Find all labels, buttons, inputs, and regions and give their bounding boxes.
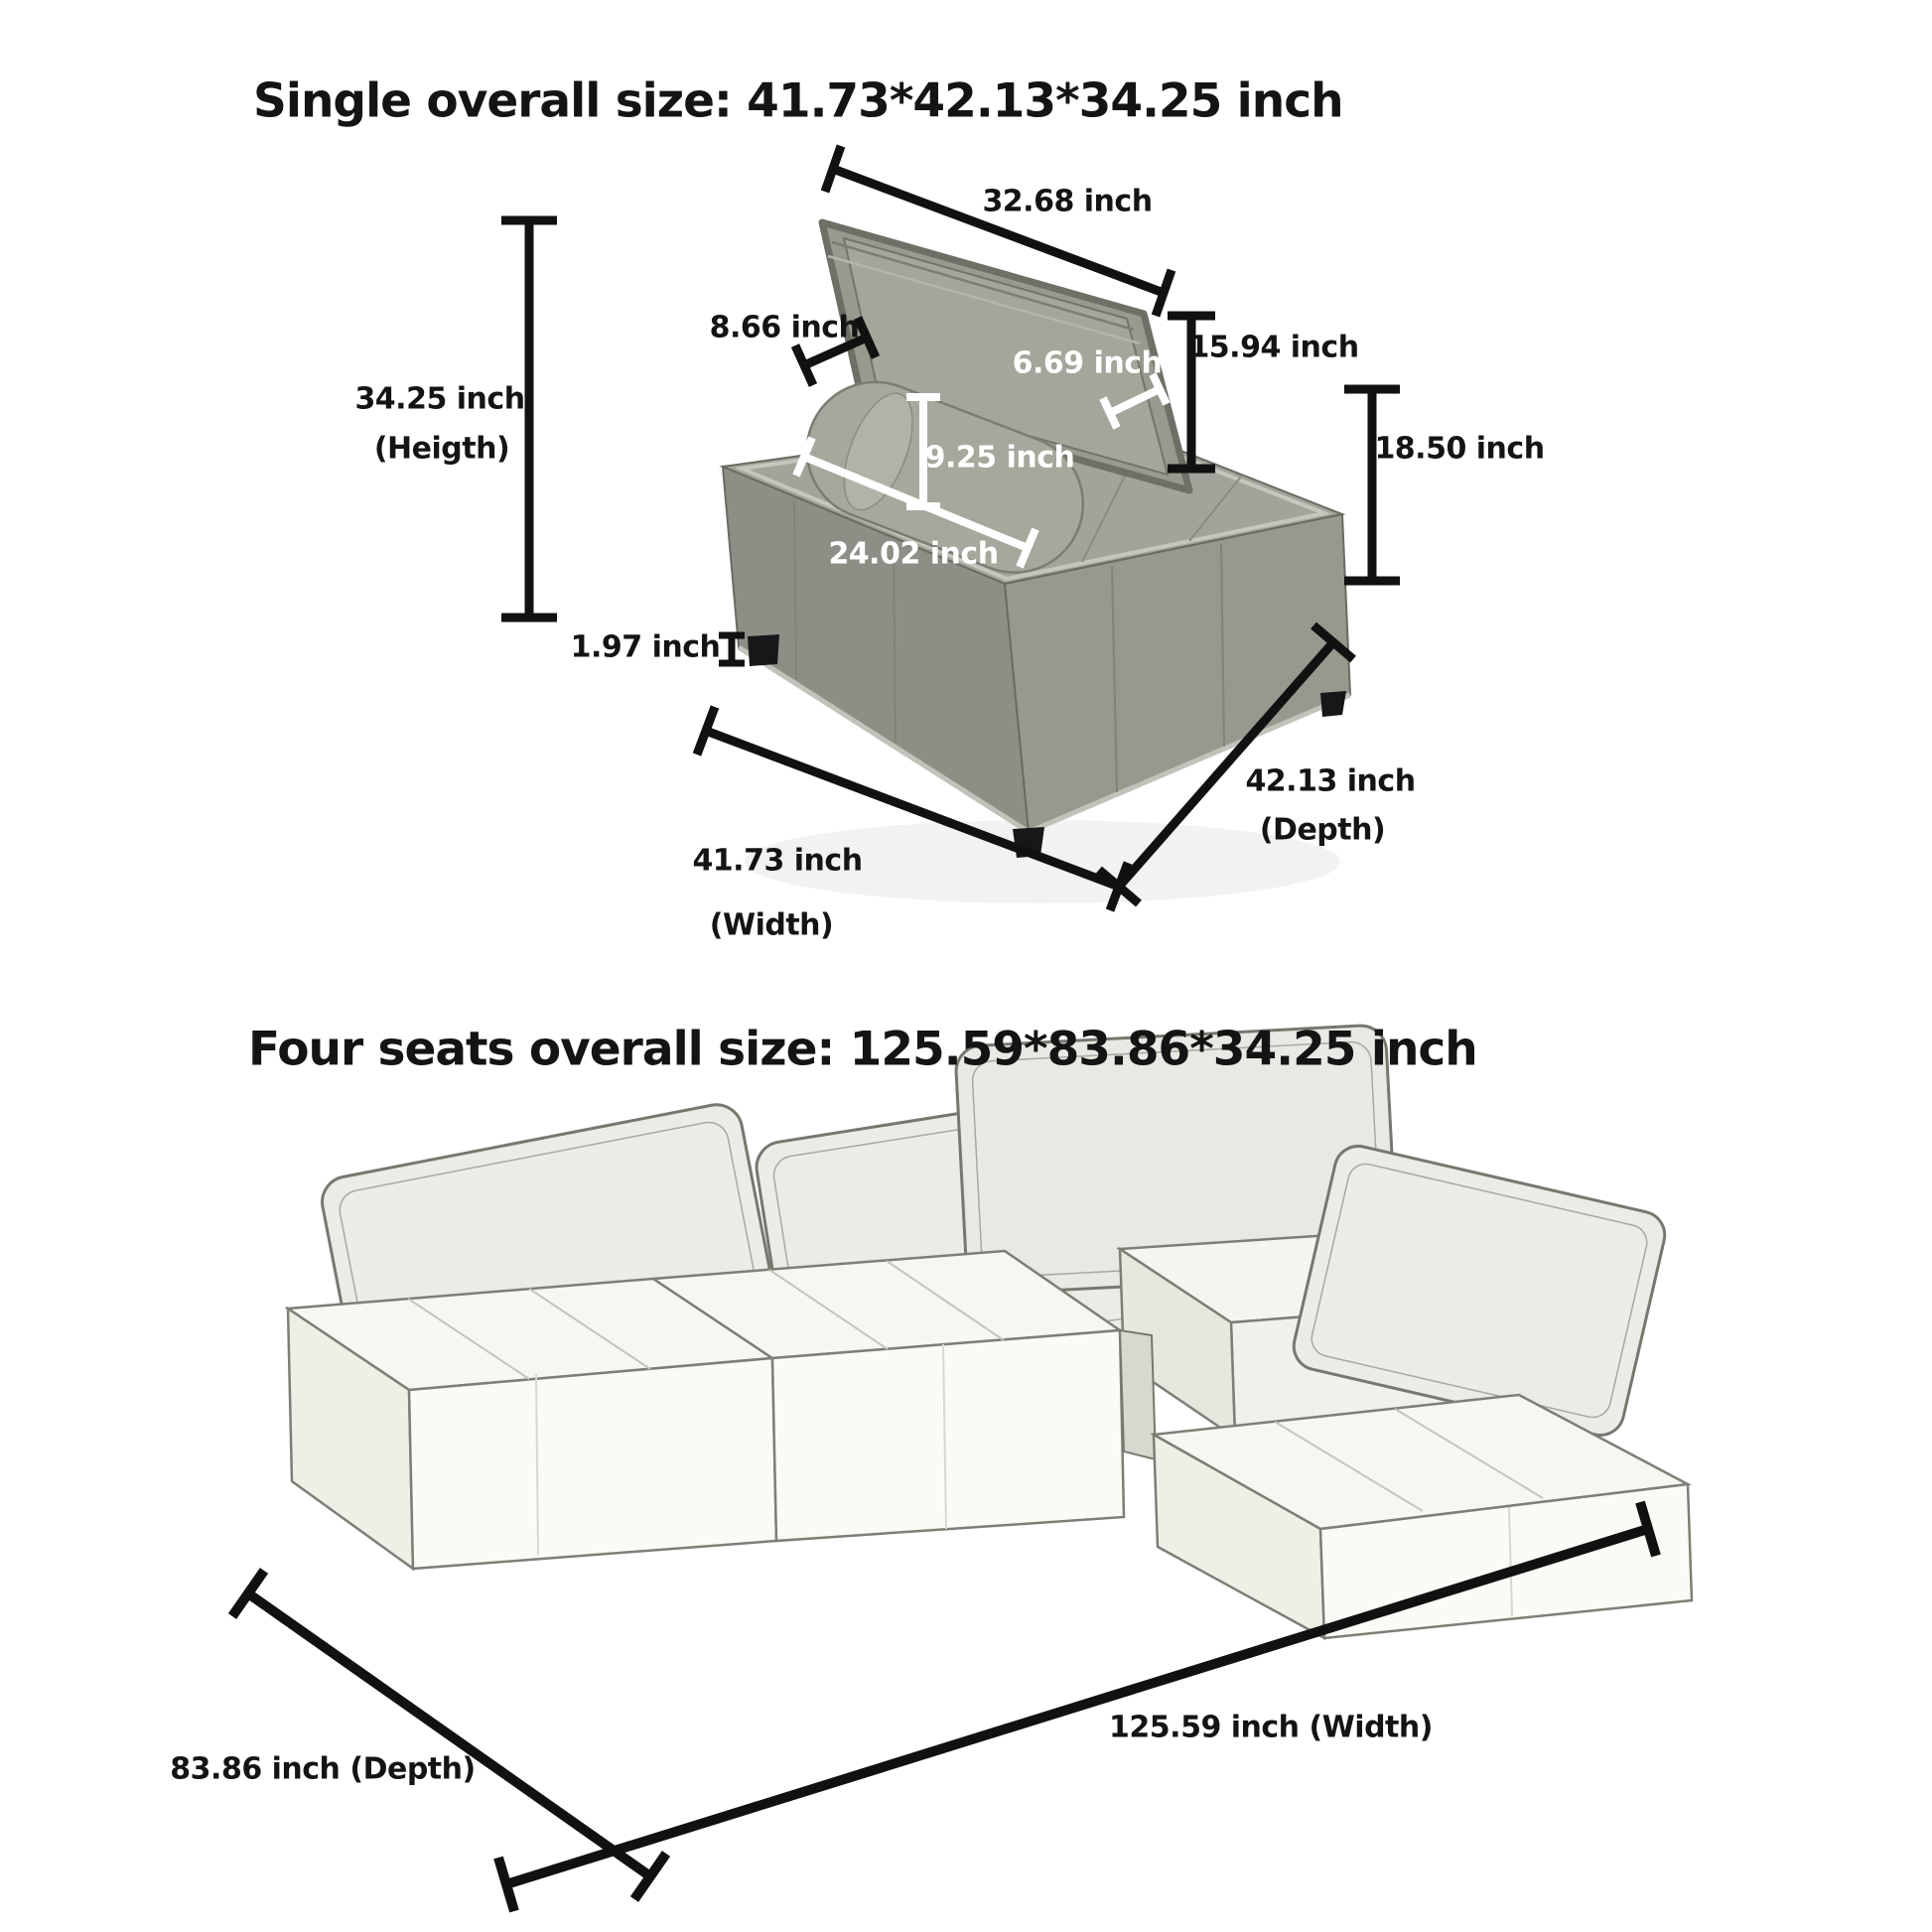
left-module [288, 1279, 776, 1569]
dim-label-overall-depth-note: (Depth) [1259, 812, 1386, 848]
dim-label-pillow-thickness: 6.69 inch [1012, 345, 1163, 381]
dim-label-four-width: 125.59 inch (Width) [1109, 1710, 1433, 1745]
dim-label-overall-depth: 42.13 inch [1245, 763, 1416, 799]
dim-label-overall-width: 41.73 inch [692, 843, 863, 879]
right-leg [1320, 691, 1346, 717]
four-seat-size-title: Four seats overall size: 125.59*83.86*34.25 inch [248, 1022, 1477, 1077]
dim-label-overall-width-note: (Width) [709, 907, 834, 943]
dim-line-seat-height [1344, 389, 1400, 581]
dim-label-back-height: 15.94 inch [1188, 330, 1359, 365]
single-size-title: Single overall size: 41.73*42.13*34.25 inch [253, 73, 1343, 129]
module-gap [1120, 1330, 1156, 1459]
dim-label-four-depth: 83.86 inch (Depth) [170, 1751, 476, 1787]
dim-label-back-cushion-thickness: 8.66 inch [709, 310, 860, 345]
dim-label-overall-height: 34.25 inch [354, 381, 525, 417]
dim-label-back-width: 32.68 inch [982, 184, 1153, 219]
dim-label-overall-height-note: (Heigth) [373, 431, 510, 467]
front-left-leg [748, 634, 779, 666]
dim-label-bolster-width: 24.02 inch [828, 536, 999, 572]
dim-label-seat-height: 18.50 inch [1374, 431, 1545, 467]
dim-label-leg-height: 1.97 inch [570, 629, 721, 665]
dim-line-overall-height [501, 220, 557, 618]
dim-label-bolster-height: 9.25 inch [924, 440, 1075, 476]
